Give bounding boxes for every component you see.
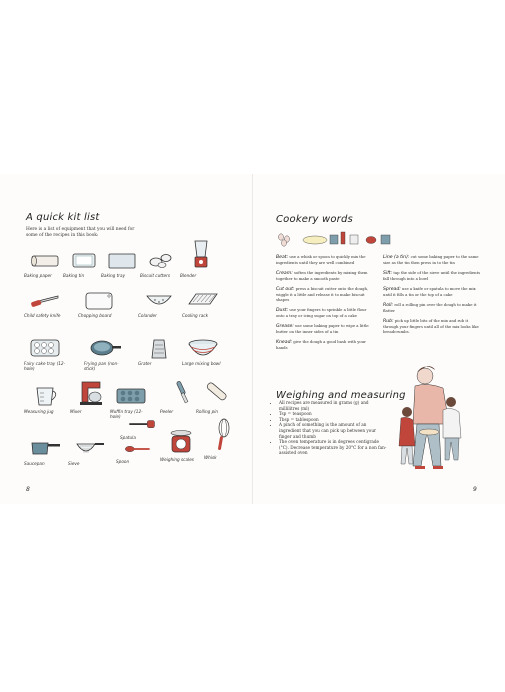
chopping-board-icon	[82, 288, 116, 312]
kit-list-intro: Here is a list of equipment that you will need for some of the recipes in this book:	[26, 227, 135, 238]
word-rub: Rub: pick up little bits of the mix and rub it through your fingers until all of the mix looks like breadcrumbs.	[383, 318, 479, 334]
family-cooking-illustration	[393, 362, 483, 478]
right-page	[253, 174, 505, 504]
frying-pan-icon	[88, 336, 122, 360]
cooling-rack-icon	[186, 288, 220, 312]
kit-item-grater: Grater	[138, 336, 180, 380]
mixing-bowl-icon	[186, 336, 220, 360]
kit-item-child-safety-knife: Child safety knife	[24, 288, 66, 332]
kit-item-spoon: Spoon	[116, 440, 158, 484]
weighing-list-item: • A pinch of something is the amount of an ingredient that you can pick up between your finger and thumb	[279, 422, 389, 439]
word-cut-out: Cut out: press a biscuit cutter onto the dough, wiggle it a little and release it to make biscuit shapes	[276, 286, 369, 302]
kit-item-measuring-jug: Measuring jug	[24, 384, 66, 428]
kit-item-spatula: Spatula	[120, 416, 162, 460]
left-page	[0, 174, 252, 504]
baking-tin-icon	[67, 248, 101, 272]
knife-icon	[28, 288, 62, 312]
kit-item-baking-tray: Baking tray	[101, 248, 143, 292]
grater-icon	[142, 336, 176, 360]
colander-icon	[142, 288, 176, 312]
weighing-list-item: • Tbsp = tablespoon	[279, 417, 389, 423]
word-cream: Cream: soften the ingredients by mixing them together to make a smooth paste	[276, 270, 368, 281]
word-spread: Spread: use a knife or spatula to move the mix until it fills a tin or the top of a cake	[383, 286, 476, 297]
ingredients-illustration	[275, 229, 395, 247]
kit-item-sieve: Sieve	[68, 436, 110, 480]
peeler-icon	[164, 378, 198, 408]
baking-paper-icon	[28, 248, 62, 272]
kit-item-biscuit-cutters: Biscuit cutters	[140, 248, 182, 292]
fairy-cake-tray-icon	[28, 336, 62, 360]
weighing-scales-icon	[164, 428, 198, 456]
kit-item-muffin-tray: Muffin tray (12-hole)	[110, 384, 152, 428]
weighing-list-item: • Tsp = teaspoon	[279, 411, 389, 417]
kit-item-weighing-scales: Weighing scales	[160, 428, 202, 472]
word-dust: Dust: use your fingers to sprinkle a little flour onto a tray or icing sugar on top of a cake	[276, 307, 367, 318]
cookery-words-title: Cookery words	[276, 214, 353, 225]
word-line: Line (a tin): cut some baking paper to the same size as the tin then press in to the tin	[383, 254, 479, 265]
kit-item-mixer: Mixer	[70, 378, 112, 422]
kit-item-rolling-pin: Rolling pin	[196, 378, 238, 422]
kit-item-frying-pan: Frying pan (non-stick)	[84, 336, 126, 380]
word-grease: Grease: use some baking paper to wipe a little butter on the inner sides of a tin	[276, 323, 369, 334]
sieve-icon	[72, 436, 106, 460]
weighing-list-item: • The oven temperature is in degrees centigrade (°C). Decrease temperature by 20°C for a non fan-assisted oven	[279, 439, 389, 456]
spoon-icon	[120, 440, 154, 458]
baking-tray-icon	[105, 248, 139, 272]
kit-item-cooling-rack: Cooling rack	[182, 288, 224, 332]
spatula-icon	[124, 416, 158, 434]
weighing-title: Weighing and measuring	[276, 390, 406, 401]
kit-item-large-mixing-bowl: Large mixing bowl	[182, 336, 224, 380]
biscuit-cutters-icon	[144, 248, 178, 272]
book-spread	[0, 174, 505, 504]
page-number-left: 8	[26, 486, 30, 493]
kit-item-baking-paper: Baking paper	[24, 248, 66, 292]
word-roll: Roll: roll a rolling pin over the dough to make it flatter	[383, 302, 477, 313]
kit-item-baking-tin: Baking tin	[63, 248, 105, 292]
kit-item-peeler: Peeler	[160, 378, 202, 422]
kit-item-chopping-board: Chopping board	[78, 288, 120, 332]
kit-item-fairy-cake-tray: Fairy cake tray (12-hole)	[24, 336, 66, 380]
kit-item-saucepan: Saucepan	[24, 436, 66, 480]
word-sift: Sift: tap the side of the sieve until the ingredients fall through into a bowl	[383, 270, 481, 281]
kit-item-blender: Blender	[180, 238, 222, 282]
kit-item-colander: Colander	[138, 288, 180, 332]
whisk-icon	[204, 418, 238, 454]
saucepan-icon	[28, 436, 62, 460]
measuring-jug-icon	[28, 384, 62, 408]
blender-icon	[184, 238, 218, 272]
page-number-right: 9	[473, 486, 477, 493]
weighing-list-item: • All recipes are measured in grams (g) and millilitres (ml)	[279, 400, 389, 411]
mixer-icon	[74, 378, 108, 408]
rolling-pin-icon	[200, 378, 234, 408]
muffin-tray-icon	[114, 384, 148, 408]
word-knead: Knead: give the dough a good bash with your hands	[276, 339, 366, 350]
weighing-list	[267, 400, 389, 456]
kit-item-whisk: Whisk	[200, 418, 242, 462]
word-beat: Beat: use a whisk or spoon to quickly mix the ingredients until they are well combined	[276, 254, 366, 265]
kit-list-title: A quick kit list	[26, 212, 100, 223]
